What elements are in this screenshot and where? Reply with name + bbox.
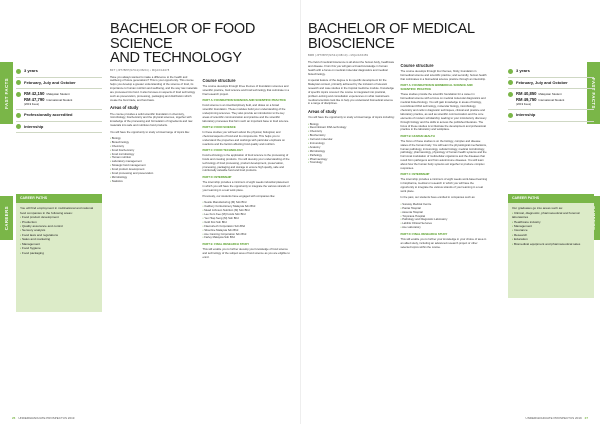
company-item: • Pantai Hospital [401,207,489,211]
topic-item: • Food processing and preservation [110,172,198,176]
fact-intakes: February, July and October [16,78,102,90]
topic-item: • Statistics [110,180,198,184]
programme-column-2: Course structure The course develops through four themes, firstly, foundation in biomedical science and scientific practice; and secondly, human health that culminates in a biomedical science practice through an internship. PART A: FOUNDATION IN BIOMEDICAL SCIENCE AND SCIENTIFIC PRACTICE These studies provide the scientific foundation for a career in biomedical science with a focus on medical molecular diagnostics and medical biotechnology. You will gain knowledge in areas of biology, recombinant DNA technology, molecular biology, microbiology, chemistry and cells in diagnostic techniques, clinical and practice and laboratory practice, as well as scientific communication and the core elements of modern scholarship; leading to your introductory discovery through biology and the skills to access the published literature. The focus of these studies is to illustrate the development and professional practice in the laboratory and workplace. PART B: HUMAN HEALTH The focus of these studies is on the biology, complex and disease states of the human body. You will learn the physiological mechanisms, human pathology, immunology, cellular biology, medical microbiology, pathology, pharmacology, physiology of human health systems and the hormonal modulation of multicellular organisms and the diseases that result from pathogens and from autoimmune diseases. You will learn about how the human body systems act together to produce complex responses. PART C: INTERNSHIP The internship provides a minimum of eight weeks work-based learning in biopharma, medical or research in which you will have the opportunity to integrate the various strands of your learning in a real work place. In the past, our students have enrolled in companies such as: • Sunway Medical Centre • Pantai Hospital • Assunta Hospital • Tropicana Hospital • Pathology and Diagnostic Laboratory • Lablink Clinical Services • Ace Laboratory PART D: FINAL RESEARCH STUDY This will enable you to further your knowledge in your choice of area in an allied study, including an advanced research project or other selected topics within the course. [401,61,489,252]
footer-text: UNDERGRADUATE PROSPECTUS 2019 [18,416,75,420]
company-item: • Lee Kum Kee (M) Foods Sdn Bhd [203,213,291,217]
topics-list [110,137,198,184]
career-item: • Sensory analysis [20,228,98,232]
fact-fees: RM 42,150 Malaysian Student RM 47,790 International Student (2019 Fees) [16,89,102,110]
fact-internship: Internship [16,122,102,134]
topic-item: • Laboratory management [110,160,198,164]
programme-title: BACHELOR OF MEDICAL BIOSCIENCE [308,21,475,52]
fact-accreditation: Professionally accredited [16,110,102,122]
programme-code: BFT (JPT/BPP(N/541)/08/24) • MQA/FA9478 [110,68,170,72]
topic-item: • Cell and molecular [308,138,396,142]
topic-item: • Biochemistry [308,134,396,138]
company-item: • Nestle Manufacturing (M) Sdn Bhd [203,201,291,205]
company-item: • Assunta Hospital [401,211,489,215]
programme-food-science [110,22,290,262]
programme-medical-bioscience [308,22,488,252]
career-item: • Management [20,242,98,246]
company-item: • Tropicana Hospital [401,215,489,219]
career-item: • Food product development [20,215,98,219]
career-item: • Clinical, diagnostic, pharmaceutical and forensic laboratories [512,211,590,220]
topic-item: • Pharmacology [308,158,396,162]
career-item: • Research [512,233,590,237]
money-icon [508,92,513,97]
company-item: • Farley Malaysia Sdn Bhd [203,236,291,240]
topic-item: • Food biochemistry [110,149,198,153]
fact-duration: 3 years [508,66,594,78]
calendar-icon [16,80,21,85]
career-paths-left [16,194,102,312]
career-item: • Education [512,237,590,241]
fast-facts-right [508,66,594,122]
company-item: • Yeo Hiap Seng (M) Sdn Bhd [203,217,291,221]
clock-icon [16,69,21,74]
fact-fees: RM 40,850 Malaysian Student RM 49,750 International Student (2019 Fees) [508,89,594,110]
money-icon [16,92,21,97]
briefcase-icon [16,124,21,129]
fact-intakes: February, July and October [508,78,594,90]
career-list [20,215,98,255]
company-item: • Cadbury Confectionery Malaysia Sdn Bhd [203,205,291,209]
page-gutter [300,0,301,424]
programme-code: BMB (JPT/BPP(N/541)/08/19) • MQA/FA5459 [308,54,369,57]
topic-item: • Food product development [110,168,198,172]
footer-text: UNDERGRADUATE PROSPECTUS 2019 [525,416,582,420]
career-item: • Insurance [512,228,590,232]
career-heading: CAREER PATHS [508,194,594,203]
page-number: 27 [584,416,588,420]
topic-item: • Microbiology [110,176,198,180]
programme-column-1: The field of medical bioscience is all about the human body, healthcare and disease. From this you will gain a broad knowledge in human health with a focus on medical molecular diagnostics and medical biotechnology. A special feature of the degree is its specific development for the Malaysian context, primarily achieved by the inclusion of relevant research and case studies in the tropical medicine module. Knowledge of specific topics covered: the course is integrated into practical, problem-solving and consultation experiences on what mainstream medical scientists look like to help you understand biomedical science in a range of disciplines. Areas of study You will have the opportunity to study a broad range of topics including: • Biology • Recombinant DNA technology • Chemistry • Biochemistry • Cell and molecular • Immunology • Anatomy • Microbiology • Pathology • Pharmacology • Toxicology [308,61,396,252]
company-item: • Ace Laboratory [401,226,489,230]
section-heading: Areas of study [110,105,139,111]
topic-item: • Human nutrition [110,156,198,160]
topic-item: • Chemistry [308,130,396,134]
career-item: • Food laws and regulations [20,233,98,237]
company-item: • Ace Canning Corporation Sdn Bhd [203,233,291,237]
footer-left [12,416,74,420]
footer-right [526,416,588,420]
company-item: • Silverline Malaysia Sdn Bhd [203,229,291,233]
topic-item: • Microbiology [308,150,396,154]
topic-item: • Strategic food management [110,164,198,168]
career-paths-right [508,194,594,298]
topic-item: • Biotechnology [110,141,198,145]
career-item: • Quality assurance and control [20,224,98,228]
section-heading: Course structure [202,77,236,83]
company-item: • Flavourtech Corporation Sdn Bhd [203,225,291,229]
company-item: • Sunway Medical Centre [401,203,489,207]
calendar-icon [508,80,513,85]
section-heading: Course structure [400,63,434,68]
fact-duration: 3 years [16,66,102,78]
career-item: • Food hygiene [20,246,98,250]
clock-icon [508,69,513,74]
company-item: • Gold Kist Sdn Bhd [203,221,291,225]
career-list [512,211,590,247]
career-item: • Production [20,220,98,224]
companies-list [203,201,291,240]
badge-icon [16,113,21,118]
side-tab-fast-facts-right: FAST FACTS [587,62,600,124]
programme-title: BACHELOR OF FOOD SCIENCE AND TECHNOLOGY [110,21,256,66]
page-number: 26 [12,416,16,420]
company-item: • Mead Johnson Nutrition (M) Sdn Bhd [203,209,291,213]
section-heading: Areas of study [308,108,337,114]
programme-column-1: Have you always wanted to make a difference to the health and wellbeing of future generations? This is your opportunity. This course helps you develop a greater understanding of the science of food, its importance to human nutrition and wellbeing, and the way raw materials are processed into food. It also focuses on aspects of food technology such as preservation, processing, packaging and distribution which create the food trade, and food laws. Areas of study The course provides a solid scientific foundation in chemistry, microbiology, biochemistry and the physical sciences, together with knowledge of the processing and formulation of ingredients and raw materials into safe and nutritious food products. You will have the opportunity to study a broad range of topics like: • Biology • Biotechnology • Chemistry • Food biochemistry • Food microbiology • Human nutrition • Laboratory management • Strategic food management • Food product development • Food processing and preservation • Microbiology • Statistics [110,76,198,263]
topic-item: • Food microbiology [110,153,198,157]
career-item: • Food packaging [20,251,98,255]
topic-item: • Immunology [308,142,396,146]
topic-item: • Biology [110,137,198,141]
companies-list [401,203,489,230]
fact-internship: Internship [508,110,594,122]
career-intro: You will find employment in multinational and national food companies in the following areas: [20,206,94,215]
topics-list [308,123,396,166]
side-tab-fast-facts-left: FAST FACTS [0,62,13,124]
topic-item: • Chemistry [110,145,198,149]
side-tab-careers-left: CAREERS [0,196,13,240]
briefcase-icon [508,113,513,118]
topic-item: • Toxicology [308,161,396,165]
topic-item: • Pathology [308,154,396,158]
topic-item: • Recombinant DNA technology [308,126,396,130]
career-item: • Healthcare industry [512,220,590,224]
career-item: • Biomedical equipment and pharmaceutical sales [512,242,590,246]
topic-item: • Biology [308,123,396,127]
programme-column-2: Course structure The course develops through three themes of foundation sciences and scientific practice, food science and food technology that culminate in a final research project. PART A: FOUNDATION SCIENCES AND SCIENTIFIC PRACTICE Food science is an interdisciplinary field, and draws on a broad scientific foundation. These modules build your understanding of the underpinning sciences. They also provide an introduction to the key areas of scientific communication and practice and the scientific laboratory processes that form such an important base to food science. PART B: FOOD SCIENCE In these studies you will learn about the physical, biological, and chemical aspects of food and its components. This helps you to understand the properties and workings with particular emphasis on reactions and the factors affecting food quality and nutrition. PART C: FOOD TECHNOLOGY Food technology is the application of food science to the processing of foods and creating products. You will develop your understanding of the technology of food processing, product development, preservation, processing, packaging and storage to ensure high quality, safe and nutritionally valuable food and food products. PART D: INTERNSHIP The internship provides a minimum of eight weeks industrial placement in which you will have the opportunity to integrate the various strands of your learning in a real work place. Previously, our students have engaged with companies like: • Nestle Manufacturing (M) Sdn Bhd • Cadbury Confectionery Malaysia Sdn Bhd • Mead Johnson Nutrition (M) Sdn Bhd • Lee Kum Kee (M) Foods Sdn Bhd • Yeo Hiap Seng (M) Sdn Bhd • Gold Kist Sdn Bhd • Flavourtech Corporation Sdn Bhd • Silverline Malaysia Sdn Bhd • Ace Canning Corporation Sdn Bhd • Farley Malaysia Sdn Bhd PART E: FINAL RESEARCH STUDY This will enable you to further develop your knowledge of food science and technology of the subject area of food science as you are eligible to enrol. [203,76,291,263]
career-intro: Our graduates go into areas such as: [512,206,563,211]
career-item: • Sales and marketing [20,237,98,241]
career-item: • Management [512,224,590,228]
career-heading: CAREER PATHS [16,194,102,203]
topic-item: • Anatomy [308,146,396,150]
company-item: • Lablink Clinical Services [401,222,489,226]
fast-facts-left [16,66,102,133]
company-item: • Pathology and Diagnostic Laboratory [401,218,489,222]
